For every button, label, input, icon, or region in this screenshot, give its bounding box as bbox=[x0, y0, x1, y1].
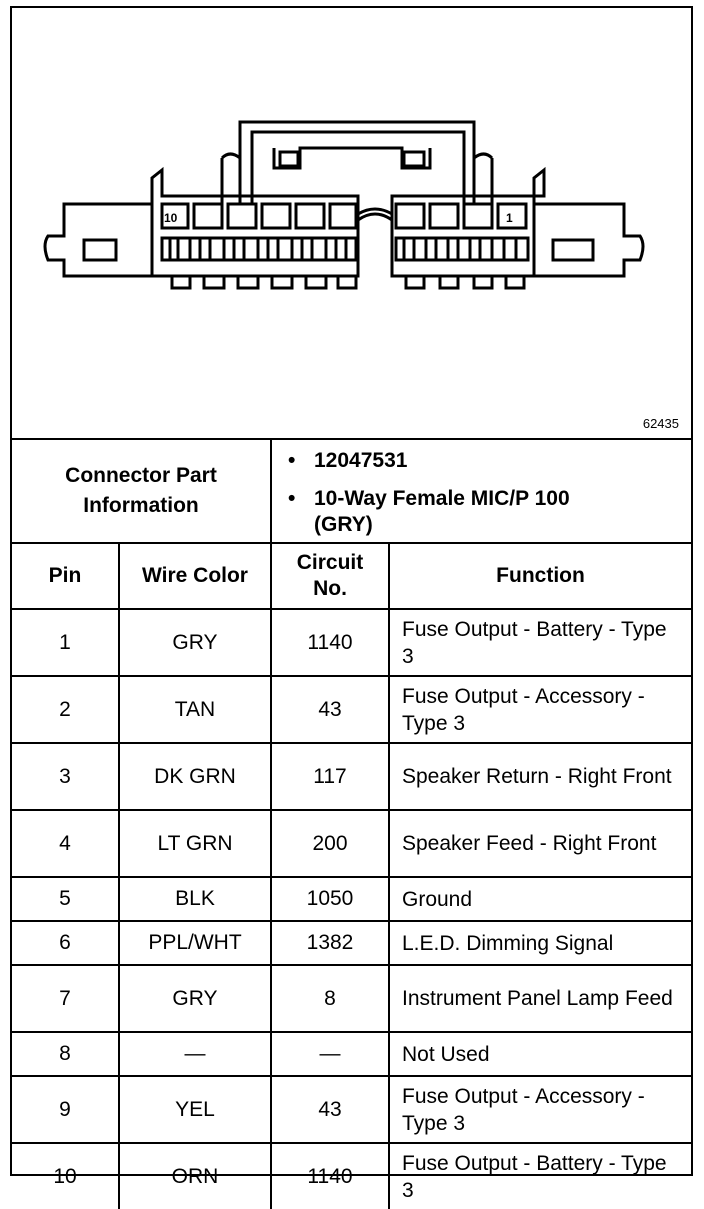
header-circuit-no-text: Circuit No. bbox=[296, 551, 364, 600]
pin-cell: 10 bbox=[12, 1143, 119, 1209]
table-row bbox=[12, 676, 691, 743]
circuit-cell: 1382 bbox=[271, 921, 389, 965]
pin-cell: 1 bbox=[12, 609, 119, 676]
function-cell: Fuse Output - Battery - Type 3 bbox=[389, 1143, 691, 1209]
pin-cell: 2 bbox=[12, 676, 119, 743]
pin-cell: 4 bbox=[12, 810, 119, 877]
table-row bbox=[12, 609, 691, 676]
pin-10-label: 10 bbox=[164, 211, 178, 225]
function-cell: Fuse Output - Accessory - Type 3 bbox=[389, 1076, 691, 1143]
connector-diagram bbox=[12, 8, 691, 438]
wire-color-cell: YEL bbox=[119, 1076, 271, 1143]
connector-frame bbox=[10, 6, 693, 1202]
table-row bbox=[12, 965, 691, 1032]
table-row bbox=[12, 1143, 691, 1209]
connector-part-info-values bbox=[274, 440, 691, 542]
pin-cell: 9 bbox=[12, 1076, 119, 1143]
wire-color-cell: — bbox=[119, 1032, 271, 1076]
circuit-cell: 43 bbox=[271, 676, 389, 743]
wire-color-cell: GRY bbox=[119, 965, 271, 1032]
wire-color-cell: TAN bbox=[119, 676, 271, 743]
pin-cell: 6 bbox=[12, 921, 119, 965]
header-wire-color: Wire Color bbox=[119, 543, 271, 609]
circuit-cell: 43 bbox=[271, 1076, 389, 1143]
function-cell: Fuse Output - Battery - Type 3 bbox=[389, 609, 691, 676]
pin-cell: 5 bbox=[12, 877, 119, 921]
pinout-table bbox=[12, 542, 691, 1209]
function-cell: Speaker Feed - Right Front bbox=[389, 810, 691, 877]
connector-description: • 10-Way Female MIC/P 100 (GRY) bbox=[314, 486, 691, 538]
circuit-cell: 8 bbox=[271, 965, 389, 1032]
table-header-row bbox=[12, 543, 691, 609]
circuit-cell: 117 bbox=[271, 743, 389, 810]
left-ear-slot bbox=[84, 240, 116, 260]
table-row bbox=[12, 877, 691, 921]
wire-color-cell: DK GRN bbox=[119, 743, 271, 810]
circuit-cell: 200 bbox=[271, 810, 389, 877]
circuit-cell: 1140 bbox=[271, 1143, 389, 1209]
wire-color-cell: LT GRN bbox=[119, 810, 271, 877]
pin-cell: 3 bbox=[12, 743, 119, 810]
circuit-cell: — bbox=[271, 1032, 389, 1076]
circuit-cell: 1140 bbox=[271, 609, 389, 676]
wire-color-cell: PPL/WHT bbox=[119, 921, 271, 965]
table-row bbox=[12, 743, 691, 810]
circuit-cell: 1050 bbox=[271, 877, 389, 921]
function-cell: Speaker Return - Right Front bbox=[389, 743, 691, 810]
table-row bbox=[12, 1076, 691, 1143]
pin-cell: 8 bbox=[12, 1032, 119, 1076]
part-number: • 12047531 bbox=[314, 448, 691, 474]
table-row bbox=[12, 921, 691, 965]
header-pin: Pin bbox=[12, 543, 119, 609]
header-function: Function bbox=[389, 543, 691, 609]
function-cell: Not Used bbox=[389, 1032, 691, 1076]
function-cell: Ground bbox=[389, 877, 691, 921]
terminal-cavities-left bbox=[162, 204, 356, 228]
header-circuit-no bbox=[271, 543, 389, 609]
connector-part-info bbox=[12, 438, 691, 542]
right-ear-slot bbox=[553, 240, 593, 260]
connector-drawing bbox=[12, 8, 695, 438]
function-cell: L.E.D. Dimming Signal bbox=[389, 921, 691, 965]
table-row bbox=[12, 1032, 691, 1076]
function-cell: Fuse Output - Accessory - Type 3 bbox=[389, 676, 691, 743]
function-cell: Instrument Panel Lamp Feed bbox=[389, 965, 691, 1032]
wire-color-cell: GRY bbox=[119, 609, 271, 676]
wire-color-cell: BLK bbox=[119, 877, 271, 921]
figure-id: 62435 bbox=[642, 416, 679, 431]
pin-1-label: 1 bbox=[506, 211, 513, 225]
connector-part-info-label: Connector Part Information bbox=[12, 440, 272, 542]
wire-color-cell: ORN bbox=[119, 1143, 271, 1209]
pin-cell: 7 bbox=[12, 965, 119, 1032]
table-row bbox=[12, 810, 691, 877]
